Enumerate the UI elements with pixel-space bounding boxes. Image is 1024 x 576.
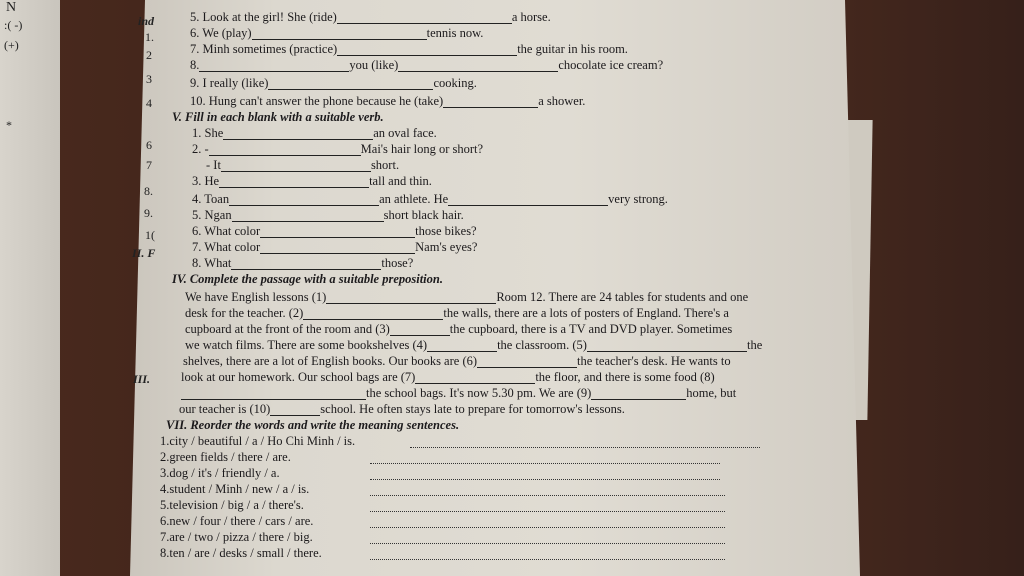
- exercise-line: 1. She an oval face.: [192, 126, 437, 140]
- left-sheet-text: *: [6, 118, 12, 132]
- margin-text: 1.: [145, 30, 154, 44]
- reorder-item: 6.new / four / there / cars / are.: [160, 514, 725, 528]
- margin-text: 4: [146, 96, 152, 110]
- exercise-line: 5. Ngan short black hair.: [192, 208, 464, 222]
- reorder-item: 1.city / beautiful / a / Ho Chi Minh / is.: [160, 434, 760, 448]
- exercise-line: 6. We (play) tennis now.: [190, 26, 484, 40]
- section-title: VII. Reorder the words and write the meaning sentences.: [166, 418, 460, 432]
- exercise-line: 9. I really (like) cooking.: [190, 76, 477, 90]
- exercise-line: 4. Toan an athlete. He very strong.: [192, 192, 668, 206]
- reorder-item: 8.ten / are / desks / small / there.: [160, 546, 725, 560]
- margin-text: 8.: [144, 184, 153, 198]
- exercise-line: 2. - Mai's hair long or short?: [192, 142, 484, 156]
- margin-text: 3: [146, 72, 152, 86]
- exercise-line: 6. What color those bikes?: [192, 224, 477, 238]
- underlying-sheet-left: [0, 0, 60, 576]
- margin-text: 9.: [144, 206, 153, 220]
- margin-text: ind: [138, 14, 155, 28]
- exercise-line: 8. What those?: [192, 256, 414, 270]
- exercise-line: - It short.: [206, 158, 400, 172]
- section-title: IV. Complete the passage with a suitable preposition.: [172, 272, 443, 286]
- passage-line: We have English lessons (1) Room 12. There are 24 tables for students and one: [185, 290, 749, 304]
- exercise-line: 8. you (like) chocolate ice cream?: [190, 58, 664, 72]
- margin-text: 2: [146, 48, 152, 62]
- reorder-item: 4.student / Minh / new / a / is.: [160, 482, 725, 496]
- passage-line: desk for the teacher. (2) the walls, there are a lots of posters of England. There's a: [185, 306, 729, 320]
- margin-text: 1(: [145, 228, 155, 242]
- passage-line: look at our homework. Our school bags are (7) the floor, and there is some food (8): [181, 370, 715, 384]
- exercise-line: 5. Look at the girl! She (ride) a horse.: [190, 10, 551, 24]
- section-title: V. Fill in each blank with a suitable verb.: [172, 110, 384, 124]
- left-sheet-text: N: [6, 0, 17, 15]
- exercise-line: 7. What color Nam's eyes?: [192, 240, 478, 254]
- margin-text: II. F: [132, 246, 156, 260]
- passage-line: shelves, there are a lot of English books. Our books are (6) the teacher's desk. He wants to: [183, 354, 731, 368]
- margin-text: III.: [133, 372, 151, 386]
- margin-text: 7: [146, 158, 152, 172]
- reorder-item: 3.dog / it's / friendly / a.: [160, 466, 720, 480]
- reorder-item: 5.television / big / a / there's.: [160, 498, 725, 512]
- passage-line: our teacher is (10) school. He often stays late to prepare for tomorrow's lessons.: [179, 402, 625, 416]
- exercise-line: 10. Hung can't answer the phone because he (take) a shower.: [190, 94, 586, 108]
- margin-text: 6: [146, 138, 152, 152]
- left-sheet-text: :( -): [4, 18, 23, 32]
- reorder-item: 2.green fields / there / are.: [160, 450, 720, 464]
- exercise-line: 7. Minh sometimes (practice) the guitar in his room.: [190, 42, 628, 56]
- passage-line: the school bags. It's now 5.30 pm. We are (9) home, but: [181, 386, 736, 400]
- passage-line: cupboard at the front of the room and (3) the cupboard, there is a TV and DVD player. Sometimes: [185, 322, 733, 336]
- left-sheet-text: (+): [4, 38, 19, 52]
- reorder-item: 7.are / two / pizza / there / big.: [160, 530, 725, 544]
- exercise-line: 3. He tall and thin.: [192, 174, 432, 188]
- passage-line: we watch films. There are some bookshelves (4) the classroom. (5) the: [185, 338, 763, 352]
